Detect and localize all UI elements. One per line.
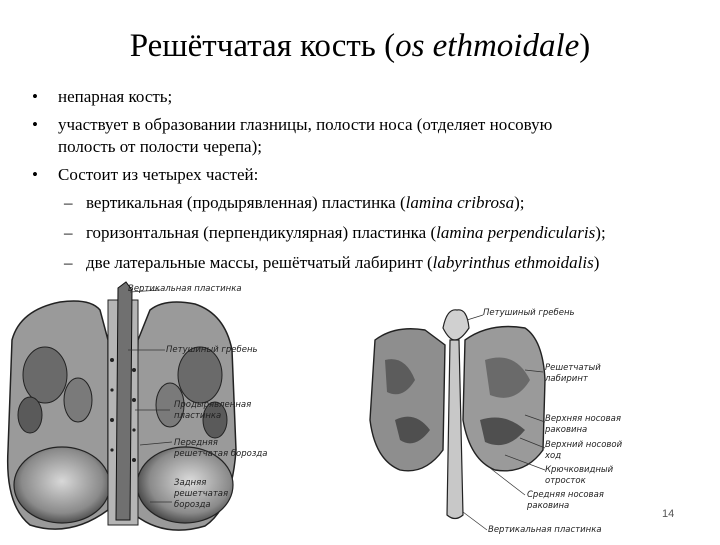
label-cribriform-1: Продырявленная xyxy=(174,400,252,410)
figure-ethmoid-top-view xyxy=(0,280,300,540)
label-vertical-plate-front: Вертикальная пластинка xyxy=(488,525,602,535)
label-anterior-1: Передняя xyxy=(174,438,218,448)
label-posterior-1: Задняя xyxy=(174,478,207,488)
title-latin: os ethmoidale xyxy=(395,28,580,64)
label-posterior-2: решетчатая xyxy=(174,489,229,499)
label-crista-galli: Петушиный гребень xyxy=(166,345,258,355)
bullet-text-cont: полость от полости черепа); xyxy=(58,137,262,156)
label-upper-meatus-2: ход xyxy=(545,451,562,461)
label-anterior-2: решетчатая борозда xyxy=(174,449,268,459)
label-vertical-plate: Вертикальная пластинка xyxy=(128,284,242,294)
title-main: Решётчатая кость ( xyxy=(129,28,396,64)
label-crista-galli-front: Петушиный гребень xyxy=(483,308,575,318)
label-cribriform-2: пластинка xyxy=(174,411,222,421)
label-upper-concha-1: Верхняя носовая xyxy=(545,414,621,424)
label-uncinate-2: отросток xyxy=(545,476,586,486)
bullet-marker: • xyxy=(32,165,38,184)
ethmoid-top-illustration xyxy=(0,280,300,540)
label-uncinate-1: Крючковидный xyxy=(545,465,614,475)
label-upper-concha-2: раковина xyxy=(545,425,588,435)
bullet-text: непарная кость; xyxy=(58,87,173,106)
subitem-marker: – xyxy=(64,193,73,212)
slide-title xyxy=(0,26,720,66)
figure-ethmoid-front-view xyxy=(355,300,655,540)
bullet-marker: • xyxy=(32,87,38,106)
subitem-text: две латеральные массы, решётчатый лабиринт (labyrinthus ethmoidalis) xyxy=(86,253,600,272)
bullet-marker: • xyxy=(32,115,38,134)
title-end: ) xyxy=(579,28,591,64)
bullet-text: участвует в образовании глазницы, полости носа (отделяет носовую xyxy=(58,115,553,134)
label-upper-meatus-1: Верхний носовой xyxy=(545,440,623,450)
subitem-marker: – xyxy=(64,223,73,242)
subitem-marker: – xyxy=(64,253,73,272)
label-labyrinth-2: лабиринт xyxy=(545,374,588,384)
subitem-text: горизонтальная (перпендикулярная) пластинка (lamina perpendicularis); xyxy=(86,223,606,242)
label-middle-concha-2: раковина xyxy=(527,501,570,511)
label-middle-concha-1: Средняя носовая xyxy=(527,490,604,500)
label-posterior-3: борозда xyxy=(174,500,211,510)
label-labyrinth-1: Решетчатый xyxy=(545,363,601,373)
bullet-text: Состоит из четырех частей: xyxy=(58,165,259,184)
subitem-text: вертикальная (продырявленная) пластинка (lamina cribrosa); xyxy=(86,193,525,212)
page-number: 14 xyxy=(662,508,675,520)
